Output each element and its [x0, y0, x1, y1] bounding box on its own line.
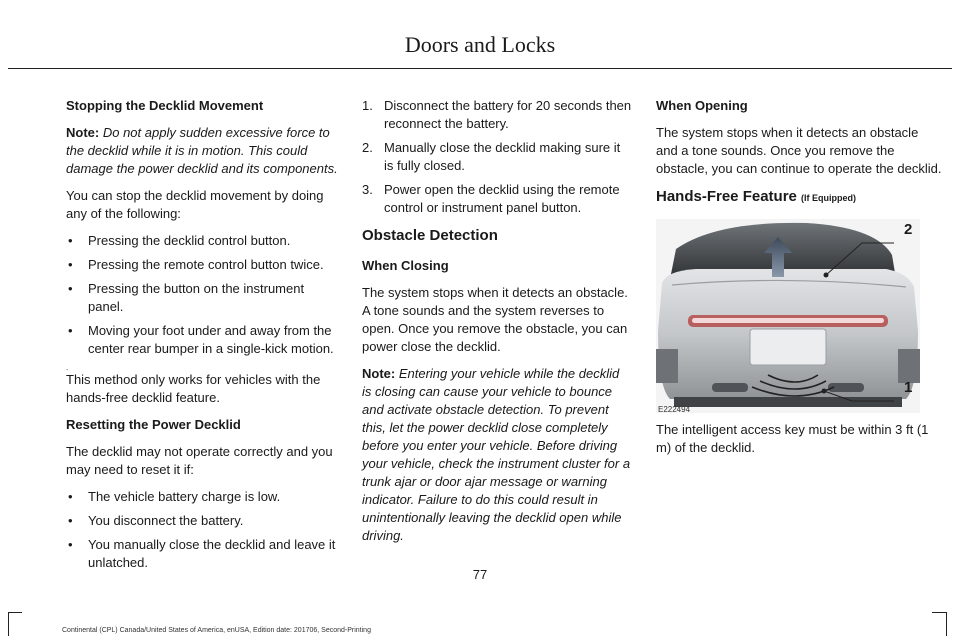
- list-item: • Moving your foot under and away from the center rear bumper in a single-kick motion.: [66, 322, 342, 358]
- note-paragraph: [66, 124, 342, 178]
- crop-mark: [946, 612, 947, 636]
- list-item: [362, 181, 632, 217]
- step-number: 2.: [362, 140, 373, 155]
- tail-light-highlight: [692, 318, 884, 323]
- step-text: Manually close the decklid making sure it is fully closed.: [384, 140, 621, 173]
- page-number: 77: [472, 567, 488, 582]
- reset-intro: The decklid may not operate correctly and you may need to reset it if:: [66, 444, 333, 477]
- figure-code: E222494: [658, 405, 691, 414]
- left-tire: [656, 349, 678, 383]
- hands-free-figure: [656, 219, 920, 413]
- step-number: 3.: [362, 182, 373, 197]
- header-rule: [8, 68, 952, 69]
- step-number: 1.: [362, 98, 373, 113]
- when-closing-heading: When Closing: [362, 258, 449, 273]
- column-right: [656, 97, 942, 466]
- crop-mark: [8, 612, 9, 636]
- dot-mark: .: [66, 363, 69, 372]
- license-plate-area: [750, 329, 826, 365]
- edition-footer: Continental (CPL) Canada/United States of America, enUSA, Edition date: 201706, Second-Printing: [62, 627, 371, 634]
- bumper-shadow: [674, 397, 902, 407]
- crop-mark: [8, 612, 22, 613]
- stop-decklid-heading: Stopping the Decklid Movement: [66, 98, 264, 113]
- equipment-qualifier: (If Equipped): [801, 193, 857, 203]
- callout-2-label: 2: [904, 221, 913, 238]
- step-text: Power open the decklid using the remote control or instrument panel button.: [384, 182, 620, 215]
- list-item: • Pressing the decklid control button.: [66, 232, 342, 250]
- key-range-text: The intelligent access key must be within 3 ft (1 m) of the decklid.: [656, 422, 929, 455]
- list-item: • Pressing the remote control button twice.: [66, 256, 342, 274]
- list-item: • You disconnect the battery.: [66, 512, 342, 530]
- when-opening-heading: When Opening: [656, 98, 748, 113]
- note-paragraph: [362, 365, 632, 545]
- list-item: [362, 139, 632, 175]
- note-text: Do not apply sudden excessive force to the decklid while it is in motion. This could damage the power decklid and its components.: [66, 125, 338, 176]
- crop-mark: [932, 612, 946, 613]
- note-text: Entering your vehicle while the decklid is closing can cause your vehicle to bounce and activate obstacle detection. To prevent this, let the power decklid close completely before you enter your vehicle. Before driving your vehicle, check the instrument cluster for a trunk ajar or door ajar message or warning indicator. Failure to do this could result in unintentionally leaving the decklid open while driving.: [362, 366, 631, 543]
- list-item: [362, 97, 632, 133]
- obstacle-detection-heading: Obstacle Detection: [362, 227, 498, 244]
- when-opening-text: The system stops when it detects an obstacle and a tone sounds. Once you remove the obstacle, you can continue to operate the decklid.: [656, 125, 942, 176]
- page-title: Doors and Locks: [404, 32, 556, 57]
- column-middle: [362, 97, 632, 554]
- note-label: Note:: [362, 366, 396, 381]
- list-item: • The vehicle battery charge is low.: [66, 488, 342, 506]
- step-text: Disconnect the battery for 20 seconds then reconnect the battery.: [384, 98, 632, 131]
- hands-free-title: Hands-Free Feature: [656, 188, 797, 205]
- list-item: • You manually close the decklid and leave it unlatched.: [66, 536, 342, 572]
- stop-methods-list: [66, 232, 342, 358]
- column-left: [66, 97, 342, 579]
- callout-1-label: 1: [904, 379, 913, 396]
- car-rear-illustration: [656, 219, 920, 413]
- left-exhaust: [712, 383, 748, 392]
- hands-free-heading: [656, 188, 942, 207]
- hands-free-note: This method only works for vehicles with the hands-free decklid feature.: [66, 372, 321, 405]
- reset-decklid-heading: Resetting the Power Decklid: [66, 417, 241, 432]
- stop-intro: You can stop the decklid movement by doing any of the following:: [66, 188, 324, 221]
- reset-steps-list: [362, 97, 632, 217]
- when-closing-text: The system stops when it detects an obstacle. A tone sounds and the system reverses to open. Once you remove the obstacle, you can power close the decklid.: [362, 285, 628, 354]
- note-label: Note:: [66, 125, 100, 140]
- list-item: • Pressing the button on the instrument panel.: [66, 280, 342, 316]
- reset-conditions-list: [66, 488, 342, 572]
- right-tire: [898, 349, 920, 383]
